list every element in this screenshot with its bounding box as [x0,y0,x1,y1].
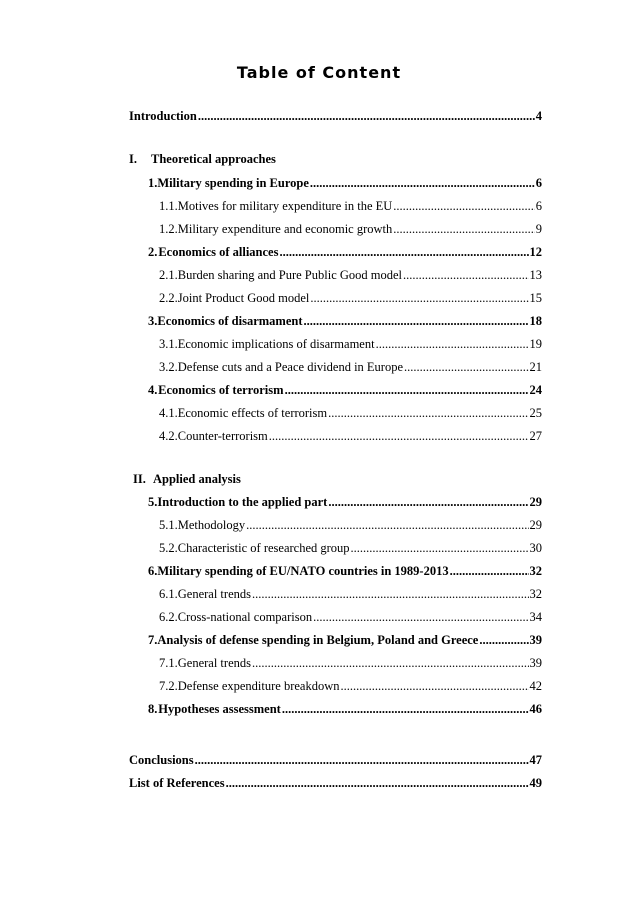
toc-entry-text: General trends [177,587,251,601]
toc-page-number: 25 [529,406,542,420]
toc-entry-text: General trends [177,656,251,670]
toc-page-number: 21 [529,360,542,374]
chapter-number: 7. [148,633,158,647]
toc-entry-text: Analysis of defense spending in Belgium, Poland and Greece [157,633,479,647]
toc-subsection[interactable] [159,290,542,306]
subsection-number: 1.2. [159,222,178,236]
toc-entry-text: Introduction to the applied part [157,495,328,509]
toc-subsection[interactable] [159,586,542,602]
toc-entry-text: Defense cuts and a Peace dividend in Europe [177,360,404,374]
toc-part-heading [129,151,276,167]
toc-subsection[interactable] [159,517,542,533]
toc-subsection[interactable] [159,405,542,421]
chapter-number: 4. [148,383,158,397]
toc-chapter[interactable] [148,563,542,579]
part-number: I. [129,152,137,166]
toc-leader-dots [404,359,528,375]
toc-leader-dots [328,405,528,421]
toc-leader-dots [393,221,534,237]
toc-page-number: 29 [529,518,542,532]
toc-subsection[interactable] [159,336,542,352]
toc-leader-dots [246,517,528,533]
toc-leader-dots [341,678,529,694]
toc-entry-text: Economic implications of disarmament [177,337,375,351]
toc-page-number: 29 [529,495,542,509]
toc-entry-introduction[interactable] [129,108,542,124]
toc-leader-dots [479,632,528,648]
toc-entry-text: Burden sharing and Pure Public Good model [177,268,403,282]
toc-page-number: 12 [529,245,542,259]
toc-page-number: 32 [529,587,542,601]
toc-entry-text: Defense expenditure breakdown [177,679,340,693]
chapter-number: 5. [148,495,158,509]
toc-leader-dots [198,108,535,124]
chapter-number: 3. [148,314,158,328]
chapter-number: 1. [148,176,158,190]
toc-chapter[interactable] [148,494,542,510]
toc-chapter[interactable] [148,632,542,648]
toc-part-heading [133,471,241,487]
subsection-number: 5.1. [159,518,178,532]
toc-leader-dots [403,267,528,283]
toc-page-number: 18 [529,314,542,328]
toc-leader-dots [304,313,529,329]
toc-page-number: 13 [529,268,542,282]
part-label: Theoretical approaches [151,152,276,166]
toc-page-number: 39 [529,633,542,647]
toc-leader-dots [285,382,529,398]
toc-chapter[interactable] [148,313,542,329]
toc-page-number: 34 [529,610,542,624]
toc-entry-conclusions[interactable] [129,752,542,768]
subsection-number: 6.1. [159,587,178,601]
toc-page-number: 47 [529,753,542,767]
chapter-number: 8. [148,702,158,716]
toc-leader-dots [195,752,529,768]
subsection-number: 7.2. [159,679,178,693]
toc-leader-dots [450,563,529,579]
toc-page-number: 4 [535,109,542,123]
toc-subsection[interactable] [159,359,542,375]
toc-subsection[interactable] [159,428,542,444]
toc-leader-dots [313,609,528,625]
toc-page-number: 42 [529,679,542,693]
toc-page-number: 19 [529,337,542,351]
toc-entry-text: Motives for military expenditure in the EU [177,199,393,213]
subsection-number: 2.2. [159,291,178,305]
toc-leader-dots [252,586,529,602]
toc-page-number: 49 [529,776,542,790]
toc-page-number: 9 [535,222,542,236]
toc-entry-text: Counter-terrorism [177,429,268,443]
toc-entry-text: Economics of terrorism [158,383,284,397]
toc-entry-text: Military expenditure and economic growth [177,222,393,236]
toc-leader-dots [328,494,528,510]
toc-page-number: 46 [529,702,542,716]
toc-entry-text: Joint Product Good model [177,291,310,305]
toc-subsection[interactable] [159,609,542,625]
toc-leader-dots [310,290,528,306]
toc-subsection[interactable] [159,540,542,556]
toc-entry-text: Conclusions [129,753,194,767]
toc-entry-text: List of References [129,776,225,790]
toc-leader-dots [252,655,529,671]
subsection-number: 3.2. [159,360,178,374]
toc-entry-text: Economics of alliances [158,245,279,259]
toc-chapter[interactable] [148,244,542,260]
toc-entry-text: Military spending in Europe [157,176,309,190]
part-label: Applied analysis [153,472,241,486]
toc-entry-text: Methodology [177,518,246,532]
toc-page-number: 27 [529,429,542,443]
toc-page-number: 39 [529,656,542,670]
toc-chapter[interactable] [148,175,542,191]
toc-subsection[interactable] [159,267,542,283]
toc-subsection[interactable] [159,678,542,694]
toc-leader-dots [226,775,529,791]
toc-leader-dots [376,336,529,352]
subsection-number: 5.2. [159,541,178,555]
subsection-number: 3.1. [159,337,178,351]
toc-page-number: 15 [529,291,542,305]
page-title: Table of Content [236,63,402,82]
toc-leader-dots [269,428,529,444]
toc-leader-dots [279,244,528,260]
toc-subsection[interactable] [159,655,542,671]
toc-page-number: 6 [535,199,542,213]
toc-entry-references[interactable] [129,775,542,791]
toc-page-number: 24 [529,383,542,397]
subsection-number: 4.2. [159,429,178,443]
subsection-number: 1.1. [159,199,178,213]
toc-entry-text: Hypotheses assessment [158,702,281,716]
toc-entry-text: Introduction [129,109,197,123]
toc-page-number: 6 [535,176,542,190]
chapter-number: 2. [148,245,158,259]
toc-leader-dots [282,701,529,717]
toc-entry-text: Characteristic of researched group [177,541,350,555]
part-number: II. [133,472,146,486]
subsection-number: 2.1. [159,268,178,282]
subsection-number: 6.2. [159,610,178,624]
chapter-number: 6. [148,564,158,578]
toc-subsection[interactable] [159,221,542,237]
toc-entry-text: Cross-national comparison [177,610,313,624]
toc-page-number: 32 [529,564,542,578]
toc-entry-text: Military spending of EU/NATO countries in 1989-2013 [157,564,449,578]
toc-leader-dots [393,198,534,214]
subsection-number: 7.1. [159,656,178,670]
toc-leader-dots [310,175,535,191]
toc-page-number: 30 [529,541,542,555]
toc-chapter[interactable] [148,701,542,717]
toc-chapter[interactable] [148,382,542,398]
subsection-number: 4.1. [159,406,178,420]
toc-entry-text: Economic effects of terrorism [177,406,328,420]
toc-subsection[interactable] [159,198,542,214]
toc-entry-text: Economics of disarmament [157,314,303,328]
toc-leader-dots [351,540,529,556]
